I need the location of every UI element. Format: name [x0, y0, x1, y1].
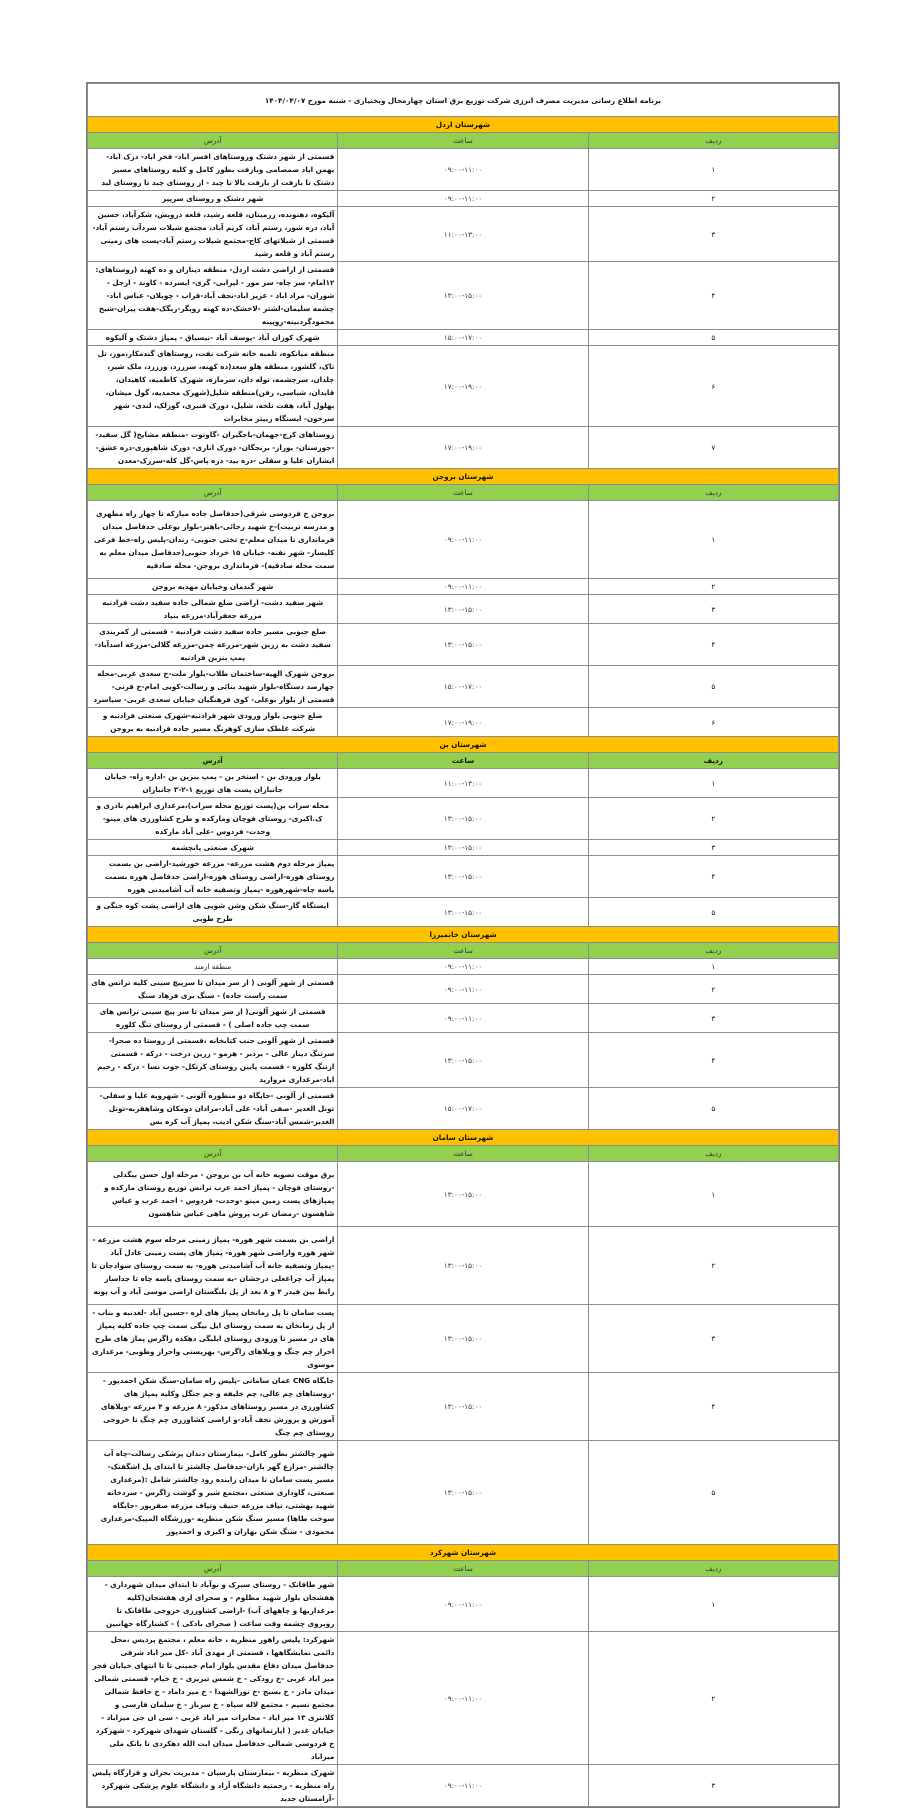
column-header-time: ساعت [338, 943, 588, 959]
row-address: قسمتی از شهر آلونی جنب کتابخانه ،قسمتی از روستا ده صحرا- سرتنگ دینار عالی - بردبر - هرمو - زرین درخت - درکه - قسمتی ازتنگ کلوره - قسمت پایین روستای کرتکل- جوب نسا - درکه - رحیم اباد-مرغداری مروارید [88, 1033, 338, 1088]
city-header-row [88, 927, 839, 943]
row-address: منطقه ارمند [88, 959, 338, 975]
table-row [88, 1227, 839, 1305]
row-index: ۱ [588, 1577, 838, 1632]
row-address: ایستگاه گاز-سنگ شکن وشن شویی های اراضی پشت کوه جنگی و طرح طوبی [88, 898, 338, 927]
row-time: ۱۳:۰۰-۱۵:۰۰ [338, 624, 588, 666]
table-row [88, 595, 839, 624]
column-header-address: آدرس [88, 1561, 338, 1577]
table-row [88, 427, 839, 469]
row-address: شهرکرد: پلیس راهور منظریه ، خانه معلم ، مجتمع پردیس ،محل دائمی نمایشگاهها ، قسمتی از مهدی آباد -کل میر اباد شرقی حدفاصل میدان دفاع مقدس بلوار امام خمینی تا تا انتهای خیابان فجر میر اباد غربی -خ رودکی - خ شمس تبریزی - خ خیام- قسمتی شمالی میدان مادر - خ بسیج -خ نورالشهدا - خ میر داماد - خ حافظ شمالی مجتمع نسیم - مجتمع لاله سیاه - خ سرباز - خ سلمان فارسی و کلانتری ۱۳ میر اباد - مخابرات میر اباد غربی - سی ان جی میراباد - خیابان غدیر ( اپارتمانهای رنگی - گلستان شهدای شهرکرد - شهرکرد خ فردوسی شمالی حدفاصل میدان ایت الله دهکردی تا بانک ملی میراباد [88, 1632, 338, 1765]
table-row [88, 262, 839, 330]
table-row [88, 501, 839, 579]
table-row [88, 959, 839, 975]
row-address: قسمتی از شهر آلونی ( از سر میدان تا سرپیچ سینی کلیه ترانس های سمت راست جاده) - سنگ بری فرهاد سنگ [88, 975, 338, 1004]
row-index: ۴ [588, 624, 838, 666]
column-header-row [88, 943, 839, 959]
row-address: محله سراب بن(پست توزیع محله سراب)،مرغداری ابراهیم نادری و ک.اکبری- روستای فوچان ومارکده و طرح کشاورزی های مینو- وحدت- فردوس -علی آباد مارکده [88, 798, 338, 840]
table-row [88, 191, 839, 207]
row-index: ۶ [588, 708, 838, 737]
row-time: ۰۹:۰۰-۱۱:۰۰ [338, 959, 588, 975]
outage-schedule-table [87, 83, 839, 1807]
row-address: آلیکوه، دهنونده، زرمیتان، قلعه رشید، قلعه درویش، شکرآباد، حسین آباد، دره شور، رستم آباد، کریم آباد، مجتمع شیلات سردآب رستم آباد-قسمتی از شیلاتهای کاج-مجتمع شیلات رستم آباد-پست های زمینی رستم آباد و قلعه رشید [88, 207, 338, 262]
row-index: ۲ [588, 579, 838, 595]
row-address: شهرک منظریه - بیمارستان پارسیان - مدیریت بحران و قرارگاه پلیس راه منظریه - رحمتیه دانشگاه آزاد و دانشگاه علوم پزشکی شهرکرد -آرامستان جدید [88, 1765, 338, 1807]
row-time: ۱۵:۰۰-۱۷:۰۰ [338, 666, 588, 708]
column-header-address: آدرس [88, 943, 338, 959]
row-index: ۵ [588, 898, 838, 927]
column-header-index: ردیف [588, 943, 838, 959]
column-header-time: ساعت [338, 753, 588, 769]
column-header-time: ساعت [338, 1146, 588, 1162]
column-header-index: ردیف [588, 133, 838, 149]
row-address: شهرک کوران آباد -یوسف آباد -نیسیاق - پمپاژ دشتک و آلیکوه [88, 330, 338, 346]
row-address: شهرک صنعتی پانچشمه [88, 840, 338, 856]
row-address: ضلع جنوبی بلوار ورودی شهر فرادنبه-شهرک صنعتی فرادنبه و شرکت غلطک سازی کوهرنگ مسیر جاده فرادنبه به بروجن [88, 708, 338, 737]
row-time: ۱۷:۰۰-۱۹:۰۰ [338, 708, 588, 737]
row-time: ۱۳:۰۰-۱۵:۰۰ [338, 856, 588, 898]
column-header-index: ردیف [588, 753, 838, 769]
row-time: ۱۱:۰۰-۱۳:۰۰ [338, 207, 588, 262]
table-row [88, 975, 839, 1004]
column-header-address: آدرس [88, 133, 338, 149]
row-index: ۱ [588, 1162, 838, 1227]
row-time: ۰۹:۰۰-۱۱:۰۰ [338, 1004, 588, 1033]
row-index: ۶ [588, 346, 838, 427]
column-header-address: آدرس [88, 485, 338, 501]
row-index: ۲ [588, 798, 838, 840]
city-header-row [88, 1130, 839, 1146]
row-address: قسمتی از اراضی دشت اردل- منطقه دیناران و ده کهنه (روستاهای: ۱۲امام- سر چاه- سر مور - لیرابی- گری- ایسرده - کاوند - ارجل - شوران- مراد اباد - عزیز اباد-نجف آباد-قراب - چوبلان- عباس اباد- چشمه سلیمان-لشتر -لاخشک-ده کهنه رویگر-ریگک-هفت پیران-شیخ محمودگردبینه-روپینه [88, 262, 338, 330]
row-time: ۱۵:۰۰-۱۷:۰۰ [338, 330, 588, 346]
row-index: ۱ [588, 149, 838, 191]
row-index: ۳ [588, 1765, 838, 1807]
row-address: روستاهای کرچ-جهمان-باجگیران -گاوتوت -منطقه مشایخ( گل سفید- -جوزستان- پوراز- برنجگان- دورک اناری- دورک شاهپوری-دره عشق- ایشاران علیا و سفلی -دره بید- دره پاس-گل کله-سرزک-معدن [88, 427, 338, 469]
row-index: ۱ [588, 769, 838, 798]
column-header-row [88, 1561, 839, 1577]
table-row [88, 1373, 839, 1441]
row-time: ۱۷:۰۰-۱۹:۰۰ [338, 427, 588, 469]
row-address: قسمتی از شهر آلونی( از سر میدان تا سر پیچ سینی ترانس های سمت چپ جاده اصلی ) - قسمتی از روستای تنگ کلوره [88, 1004, 338, 1033]
table-row [88, 856, 839, 898]
city-header-row [88, 117, 839, 133]
row-address: بلوار ورودی بن - استخر بن - پمپ بنزین بن -اداره راه- خیابان جانبازان پست های توزیع ۱-۲-۳ جانبازان [88, 769, 338, 798]
row-time: ۰۹:۰۰-۱۱:۰۰ [338, 975, 588, 1004]
row-time: ۱۳:۰۰-۱۵:۰۰ [338, 840, 588, 856]
row-time: ۰۹:۰۰-۱۱:۰۰ [338, 501, 588, 579]
column-header-index: ردیف [588, 1146, 838, 1162]
row-index: ۳ [588, 1004, 838, 1033]
row-time: ۰۹:۰۰-۱۱:۰۰ [338, 1632, 588, 1765]
column-header-time: ساعت [338, 1561, 588, 1577]
table-row [88, 1765, 839, 1807]
table-row [88, 798, 839, 840]
row-index: ۲ [588, 1227, 838, 1305]
column-header-time: ساعت [338, 485, 588, 501]
table-row [88, 1577, 839, 1632]
row-index: ۴ [588, 1373, 838, 1441]
row-time: ۰۹:۰۰-۱۱:۰۰ [338, 1577, 588, 1632]
city-name: شهرستان اردل [88, 117, 839, 133]
row-time: ۱۳:۰۰-۱۵:۰۰ [338, 1033, 588, 1088]
row-address: شهر گندمان وخیابان مهدیه بروجن [88, 579, 338, 595]
row-address: قسمتی از آلونی -جایگاه دو منظوره آلونی - شهرویه علیا و سفلی-تونل الغدیر -صفی آباد- علی آباد-مرادان دومکان وشاهقربه-تونل الغدیر-شمس آباد-سنگ شکن ادیب، پمپاژ آب کره بس [88, 1088, 338, 1130]
row-index: ۴ [588, 1033, 838, 1088]
table-row [88, 346, 839, 427]
row-address: شهر سفید دشت- اراضی ضلع شمالی جاده سفید دشت فرادنبه مزرعه جعفرآباد-مزرعه بنیاد [88, 595, 338, 624]
column-header-time: ساعت [338, 133, 588, 149]
row-address: قسمتی از شهر دشتک وروستاهای افسر اباد- فخر اباد- دزک اباد- بهمن اباد صمصامی وبازفت بطور کامل و کلیه روستاهای مسیر دشتک تا بازفت از بازفت بالا تا چبد - از روستای چبد تا روستای لبد [88, 149, 338, 191]
table-row [88, 1033, 839, 1088]
row-time: ۱۵:۰۰-۱۷:۰۰ [338, 1088, 588, 1130]
table-row [88, 579, 839, 595]
schedule-document [86, 82, 840, 1808]
city-header-row [88, 1545, 839, 1561]
row-time: ۱۳:۰۰-۱۵:۰۰ [338, 1441, 588, 1545]
table-row [88, 149, 839, 191]
row-address: شهر دشتک و روستای سرپیر [88, 191, 338, 207]
row-time: ۰۹:۰۰-۱۱:۰۰ [338, 1765, 588, 1807]
row-address: بروجن خ فردوسی شرقی(حدفاصل جاده مبارکه تا چهار راه مطهری و مدرسه تربیت)-خ شهید رجائی-باهنر-بلوار بوعلی حدفاصل میدان فرمانداری تا میدان معلم-خ تختی جنوبی- زندان-پلیس راه-خط فرعی کلیسار- شهر نقنه- خیابان ۱۵ خرداد جنوبی(حدفاصل میدان معلم به سمت محله صادقیه)- فرمانداری بروجن- محله صادقیه [88, 501, 338, 579]
row-index: ۳ [588, 207, 838, 262]
row-index: ۳ [588, 595, 838, 624]
table-row [88, 1088, 839, 1130]
row-index: ۵ [588, 1088, 838, 1130]
table-row [88, 898, 839, 927]
row-time: ۱۳:۰۰-۱۵:۰۰ [338, 595, 588, 624]
row-index: ۲ [588, 975, 838, 1004]
column-header-row [88, 753, 839, 769]
document-title: برنامه اطلاع رسانی مدیریت مصرف انرژی شرکت توزیع برق استان چهارمحال وبختیاری - شنبه مورخ ۱۴۰۴/۰۴/۰۷ [88, 84, 839, 117]
city-name: شهرستان خانمیرزا [88, 927, 839, 943]
city-name: شهرستان بروجن [88, 469, 839, 485]
row-index: ۳ [588, 1305, 838, 1373]
row-index: ۴ [588, 262, 838, 330]
row-address: شهر طاقانک - روستای سیرک و نوآباد تا ابتدای میدان شهرداری - هفشجان بلوار شهید مظلوم - و صحرای لری هفشجان(کلیه مرغداریها و چاههای آب) -اراضی کشاورزی خروجی طاقانک تا روبروی چشمه وقت ساعت ( صحرای بادکی ) - کشتارگاه جهانبین [88, 1577, 338, 1632]
row-address: جایگاه CNG عمان سامانی -پلیس راه سامان-سنگ شکن احمدپور - -روستاهای چم عالی، چم خلیفه و چم جنگل وکلیه پمپاژ های کشاورزی در مسیر روستاهای مذکور- ۸ مزرعه و ۴ مزرعه -ویلاهای آموزش و پرورش نجف آباد-و اراضی کشاورزی چم چنگ تا خروجی روستای چم چنگ [88, 1373, 338, 1441]
column-header-row [88, 485, 839, 501]
row-time: ۱۳:۰۰-۱۵:۰۰ [338, 798, 588, 840]
row-index: ۴ [588, 856, 838, 898]
column-header-row [88, 133, 839, 149]
row-address: ضلع جنوبی مسیر جاده سفید دشت فرادنبه - قسمتی از کمربندی سفید دشت به زرین شهر-مزرعه چمن-مزرعه گلالی-مزرعه اسدآباد-پمپ بنزین فرادنبه [88, 624, 338, 666]
city-name: شهرستان شهرکرد [88, 1545, 839, 1561]
row-index: ۲ [588, 1632, 838, 1765]
column-header-index: ردیف [588, 485, 838, 501]
table-row [88, 1305, 839, 1373]
column-header-address: آدرس [88, 1146, 338, 1162]
row-address: بروجن شهرک الهیه-ساختمان طلاب-بلوار ملت-خ سعدی غربی-محله چهارصد دستگاه-بلوار شهید بنائی و رسالت-کوبی امام-خ قرنی-قسمتی از بلوار بوعلی- کوی فرهنگیان خیابان سعدی غربی- سیاسرد [88, 666, 338, 708]
column-header-row [88, 1146, 839, 1162]
title-row [88, 84, 839, 117]
row-address: منطقه میانکوه، تلمبه خانه شرکت نفت، روستاهای گندمکار،مور، تل تاک، گلشور، منطقه هلو سعد(ده کهنه، سرزرد، ورزرد، ملک شیر، چلدان، سرچشمه، توله دان، سرمازه، شهرک کاظمیه، کاهیدان، قایدان، شیاسی، رفن)منطقه شلیل(شهرک محمدیه، گول میشان، بهلول آباد، هفت تلخه، شلیل، دورک قنبری، گوزلک، لندی- شهر سرخون- ایستگاه رییتر مخابرات [88, 346, 338, 427]
city-name: شهرستان سامان [88, 1130, 839, 1146]
column-header-address: آدرس [88, 753, 338, 769]
table-row [88, 708, 839, 737]
table-row [88, 1162, 839, 1227]
table-row [88, 1004, 839, 1033]
row-time: ۱۳:۰۰-۱۵:۰۰ [338, 898, 588, 927]
city-name: شهرستان بن [88, 737, 839, 753]
row-address: شهر چالشتر بطور کامل- بیمارستان دندان پزشکی رسالت-چاه آب چالشتر -مزارع گهر باران-حدفاصل چالشتر تا ابتدای پل اشگفتک- مسیر پست سامان تا میدان زاینده رود چالشتر شامل :(مرغداری صنعتی، گاوداری صنعتی ،مجتمع شیر و گوشت زاگرس - سردخانه شهید بهشتی، تیاف مزرعه حنیف وتیاف مزرعه صفرپور -جایگاه سوخت طاها) مسیر سنگ شکن منظریه -ورزشگاه المپیک-مرغداری محمودی - سنگ شکن بهاران و اکبری و احمدپور [88, 1441, 338, 1545]
column-header-index: ردیف [588, 1561, 838, 1577]
row-time: ۱۳:۰۰-۱۵:۰۰ [338, 1227, 588, 1305]
row-time: ۱۳:۰۰-۱۵:۰۰ [338, 262, 588, 330]
table-row [88, 330, 839, 346]
row-index: ۱ [588, 501, 838, 579]
row-address: پست سامان تا پل زمانخان پمپاژ های لره -حسین آباد -لغدنبه و بناب - از پل زمانخان به سمت روستای ایل بیگی سمت چپ جاده کلیه پمپاژ های در مسیر تا ورودی روستای ایلبگی دهکده زاگرس پماژ های طرح احراز چم چنگ و ویلاهای زاگرس- بهزیستی واحراز وطوبی- مرغداری موسوی [88, 1305, 338, 1373]
row-index: ۱ [588, 959, 838, 975]
row-time: ۰۹:۰۰-۱۱:۰۰ [338, 579, 588, 595]
row-time: ۰۹:۰۰-۱۱:۰۰ [338, 149, 588, 191]
row-index: ۷ [588, 427, 838, 469]
row-index: ۵ [588, 330, 838, 346]
row-time: ۱۷:۰۰-۱۹:۰۰ [338, 346, 588, 427]
city-header-row [88, 469, 839, 485]
table-row [88, 840, 839, 856]
table-row [88, 207, 839, 262]
table-row [88, 624, 839, 666]
row-index: ۵ [588, 666, 838, 708]
row-time: ۱۳:۰۰-۱۵:۰۰ [338, 1305, 588, 1373]
row-address: پمپاژ مرحله دوم هشت مزرعه- مزرعه خورشید-اراضی بن بسمت روستای هوره-اراضی روستای هوره-اراضی حدفاصل هوره بسمت یاسه چاه-شهرهوره -پمپاژ وتصفیه خانه آب آشامیدنی هوره [88, 856, 338, 898]
table-row [88, 1632, 839, 1765]
table-row [88, 1441, 839, 1545]
city-header-row [88, 737, 839, 753]
row-index: ۵ [588, 1441, 838, 1545]
row-address: اراضی بن بسمت شهر هوره- پمپاژ زمینی مرحله سوم هشت مزرعه - شهر هوره واراضی شهر هوره- پمپاژ های پست زمینی عادل آباد -پمپاژ وتصفیه خانه آب آشامیدنی هوره- به سمت روستای سوادجان تا پمپاژ آب چراغعلی درخشان -به سمت روستای یاسه چاه تا جداساز رابط بین فیدر ۴ و ۸ بعد از پل بلنگستان اراضی موسی آباد و آب پونه [88, 1227, 338, 1305]
row-time: ۰۹:۰۰-۱۱:۰۰ [338, 191, 588, 207]
row-time: ۱۳:۰۰-۱۵:۰۰ [338, 1162, 588, 1227]
table-row [88, 769, 839, 798]
row-time: ۱۱:۰۰-۱۳:۰۰ [338, 769, 588, 798]
row-index: ۳ [588, 840, 838, 856]
row-address: برق موقت تصویه خانه آب بن بروجن - مرحله اول حسن بیگدلی -روستای فوچان - پمپاژ احمد عرب ترانس توزیع روستای مارکده و پمپاژهای پست زمین مینو -وحدت- فردوس - احمد عرب و عباس شاهسون -رمضان عرب پروش ماهی عباس شاهسون [88, 1162, 338, 1227]
table-row [88, 666, 839, 708]
row-time: ۱۳:۰۰-۱۵:۰۰ [338, 1373, 588, 1441]
row-index: ۲ [588, 191, 838, 207]
